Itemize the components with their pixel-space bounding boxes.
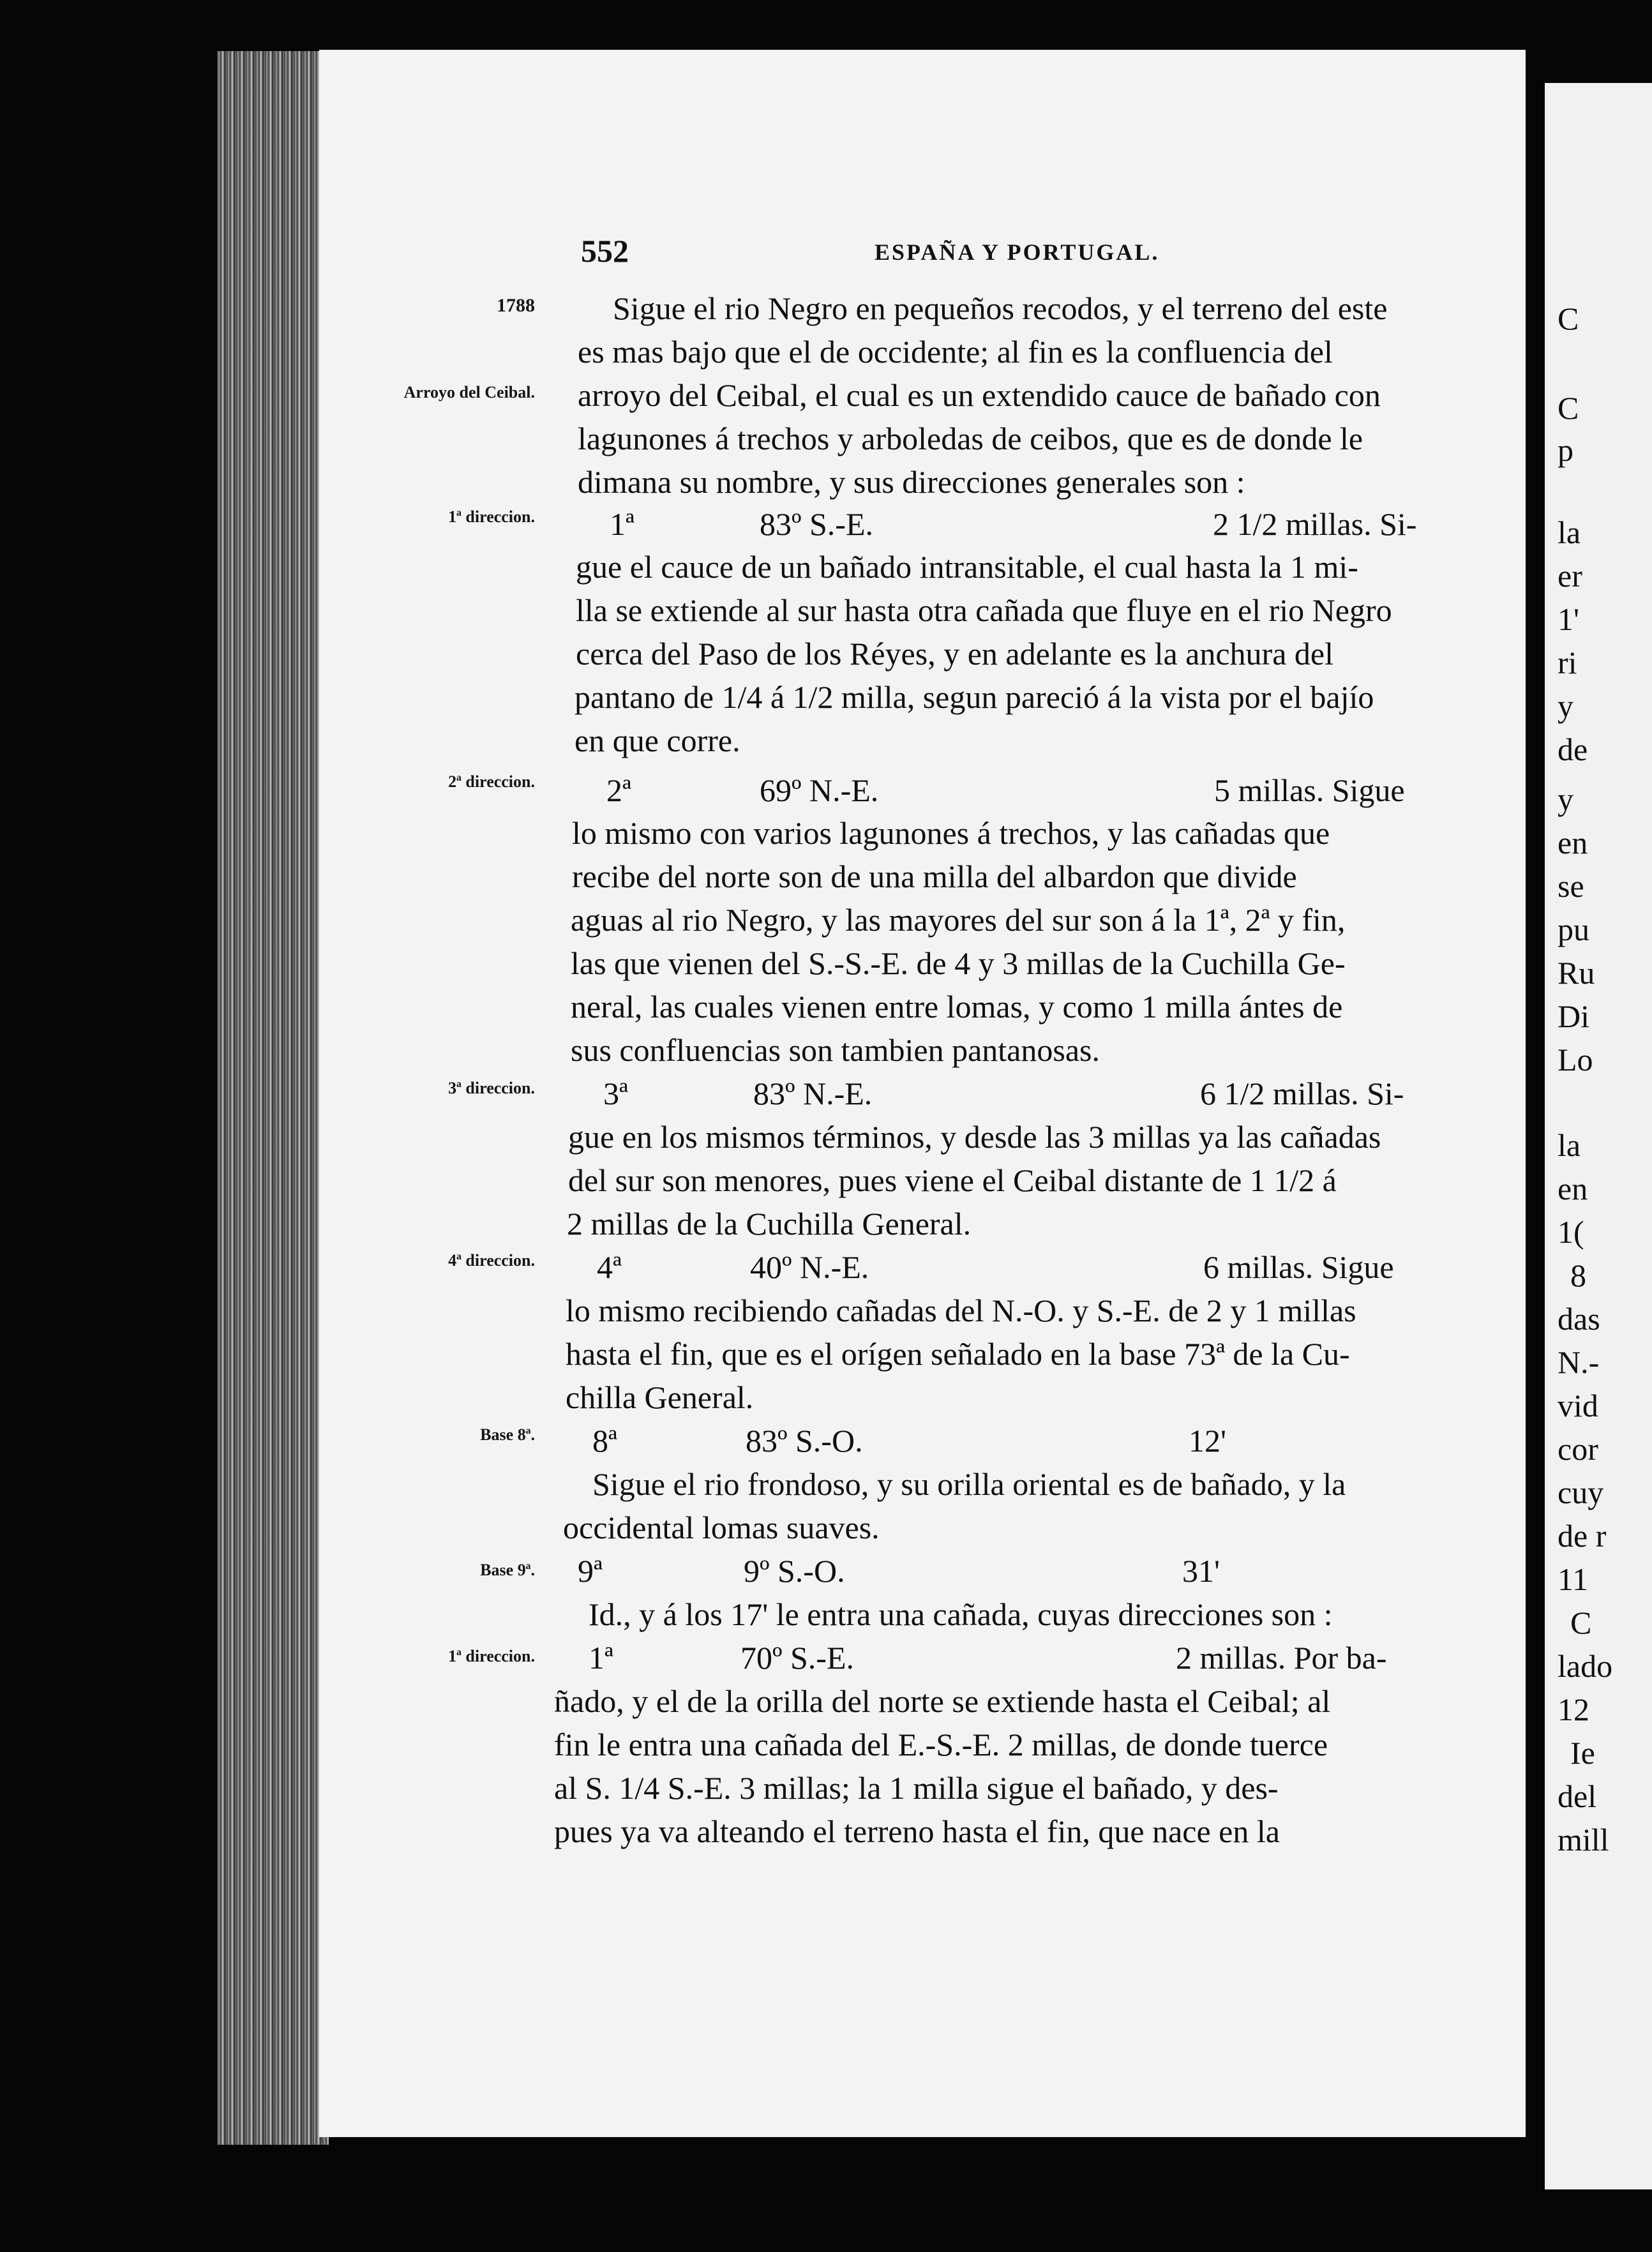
facing-page-fragment: mill bbox=[1558, 1822, 1609, 1858]
margin-note-base-9: Base 9ª. bbox=[480, 1561, 535, 1579]
margin-note-direccion-4: 4ª direccion. bbox=[448, 1251, 535, 1270]
facing-page-fragment: 8 bbox=[1570, 1257, 1586, 1293]
facing-page-fragment: se bbox=[1558, 868, 1584, 904]
facing-page-fragment: C bbox=[1570, 1605, 1592, 1640]
margin-note-direccion-2: 2ª direccion. bbox=[448, 772, 535, 791]
facing-page-fragment: Lo bbox=[1558, 1042, 1593, 1077]
facing-page-fragment: 12 bbox=[1558, 1692, 1589, 1727]
margin-note-direccion-1b: 1ª direccion. bbox=[448, 1647, 535, 1665]
facing-page-fragment: 1' bbox=[1558, 601, 1580, 637]
facing-page-fragment: cor bbox=[1558, 1431, 1598, 1467]
facing-page-fragment: Ie bbox=[1570, 1735, 1595, 1771]
margin-note-direccion-3: 3ª direccion. bbox=[448, 1079, 535, 1097]
facing-page-fragment: y bbox=[1558, 781, 1573, 817]
facing-page-fragment: N.- bbox=[1558, 1344, 1600, 1380]
facing-page-fragment: lado bbox=[1558, 1648, 1613, 1684]
facing-page-fragment: de bbox=[1558, 732, 1588, 767]
margin-note-arroyo: Arroyo del Ceibal. bbox=[403, 383, 535, 402]
facing-page-fragment: cuy bbox=[1558, 1475, 1604, 1510]
running-head bbox=[0, 232, 1652, 271]
margin-note-year: 1788 bbox=[497, 295, 535, 316]
facing-page-fragment: en bbox=[1558, 825, 1588, 860]
facing-page-fragment: vid bbox=[1558, 1388, 1598, 1423]
facing-page-fragment: del bbox=[1558, 1778, 1597, 1814]
facing-page-fragment: y bbox=[1558, 688, 1573, 724]
facing-page-fragment: C bbox=[1558, 390, 1579, 426]
facing-page-fragment: das bbox=[1558, 1301, 1600, 1337]
facing-page-fragment: la bbox=[1558, 514, 1581, 550]
facing-page-fragment: p bbox=[1558, 432, 1573, 468]
margin-note-direccion-1: 1ª direccion. bbox=[448, 507, 535, 526]
margin-note-base-8: Base 8ª. bbox=[480, 1425, 535, 1444]
book-spine-edge bbox=[217, 51, 329, 2145]
facing-page-fragment: la bbox=[1558, 1127, 1581, 1163]
facing-page-fragment: Ru bbox=[1558, 955, 1595, 991]
facing-page-fragment: 11 bbox=[1558, 1561, 1589, 1597]
facing-page-fragment: C bbox=[1558, 301, 1579, 336]
page-number: 552 bbox=[581, 233, 629, 269]
facing-page-fragment: Di bbox=[1558, 998, 1589, 1034]
running-title: ESPAÑA Y PORTUGAL. bbox=[875, 239, 1160, 265]
facing-page-fragment: 1( bbox=[1558, 1214, 1584, 1250]
facing-page-fragment: pu bbox=[1558, 912, 1589, 947]
facing-page-fragment: de r bbox=[1558, 1518, 1607, 1554]
facing-page-fragment: er bbox=[1558, 558, 1582, 594]
facing-page-fragment: ri bbox=[1558, 645, 1577, 680]
facing-page-fragment: en bbox=[1558, 1171, 1588, 1206]
